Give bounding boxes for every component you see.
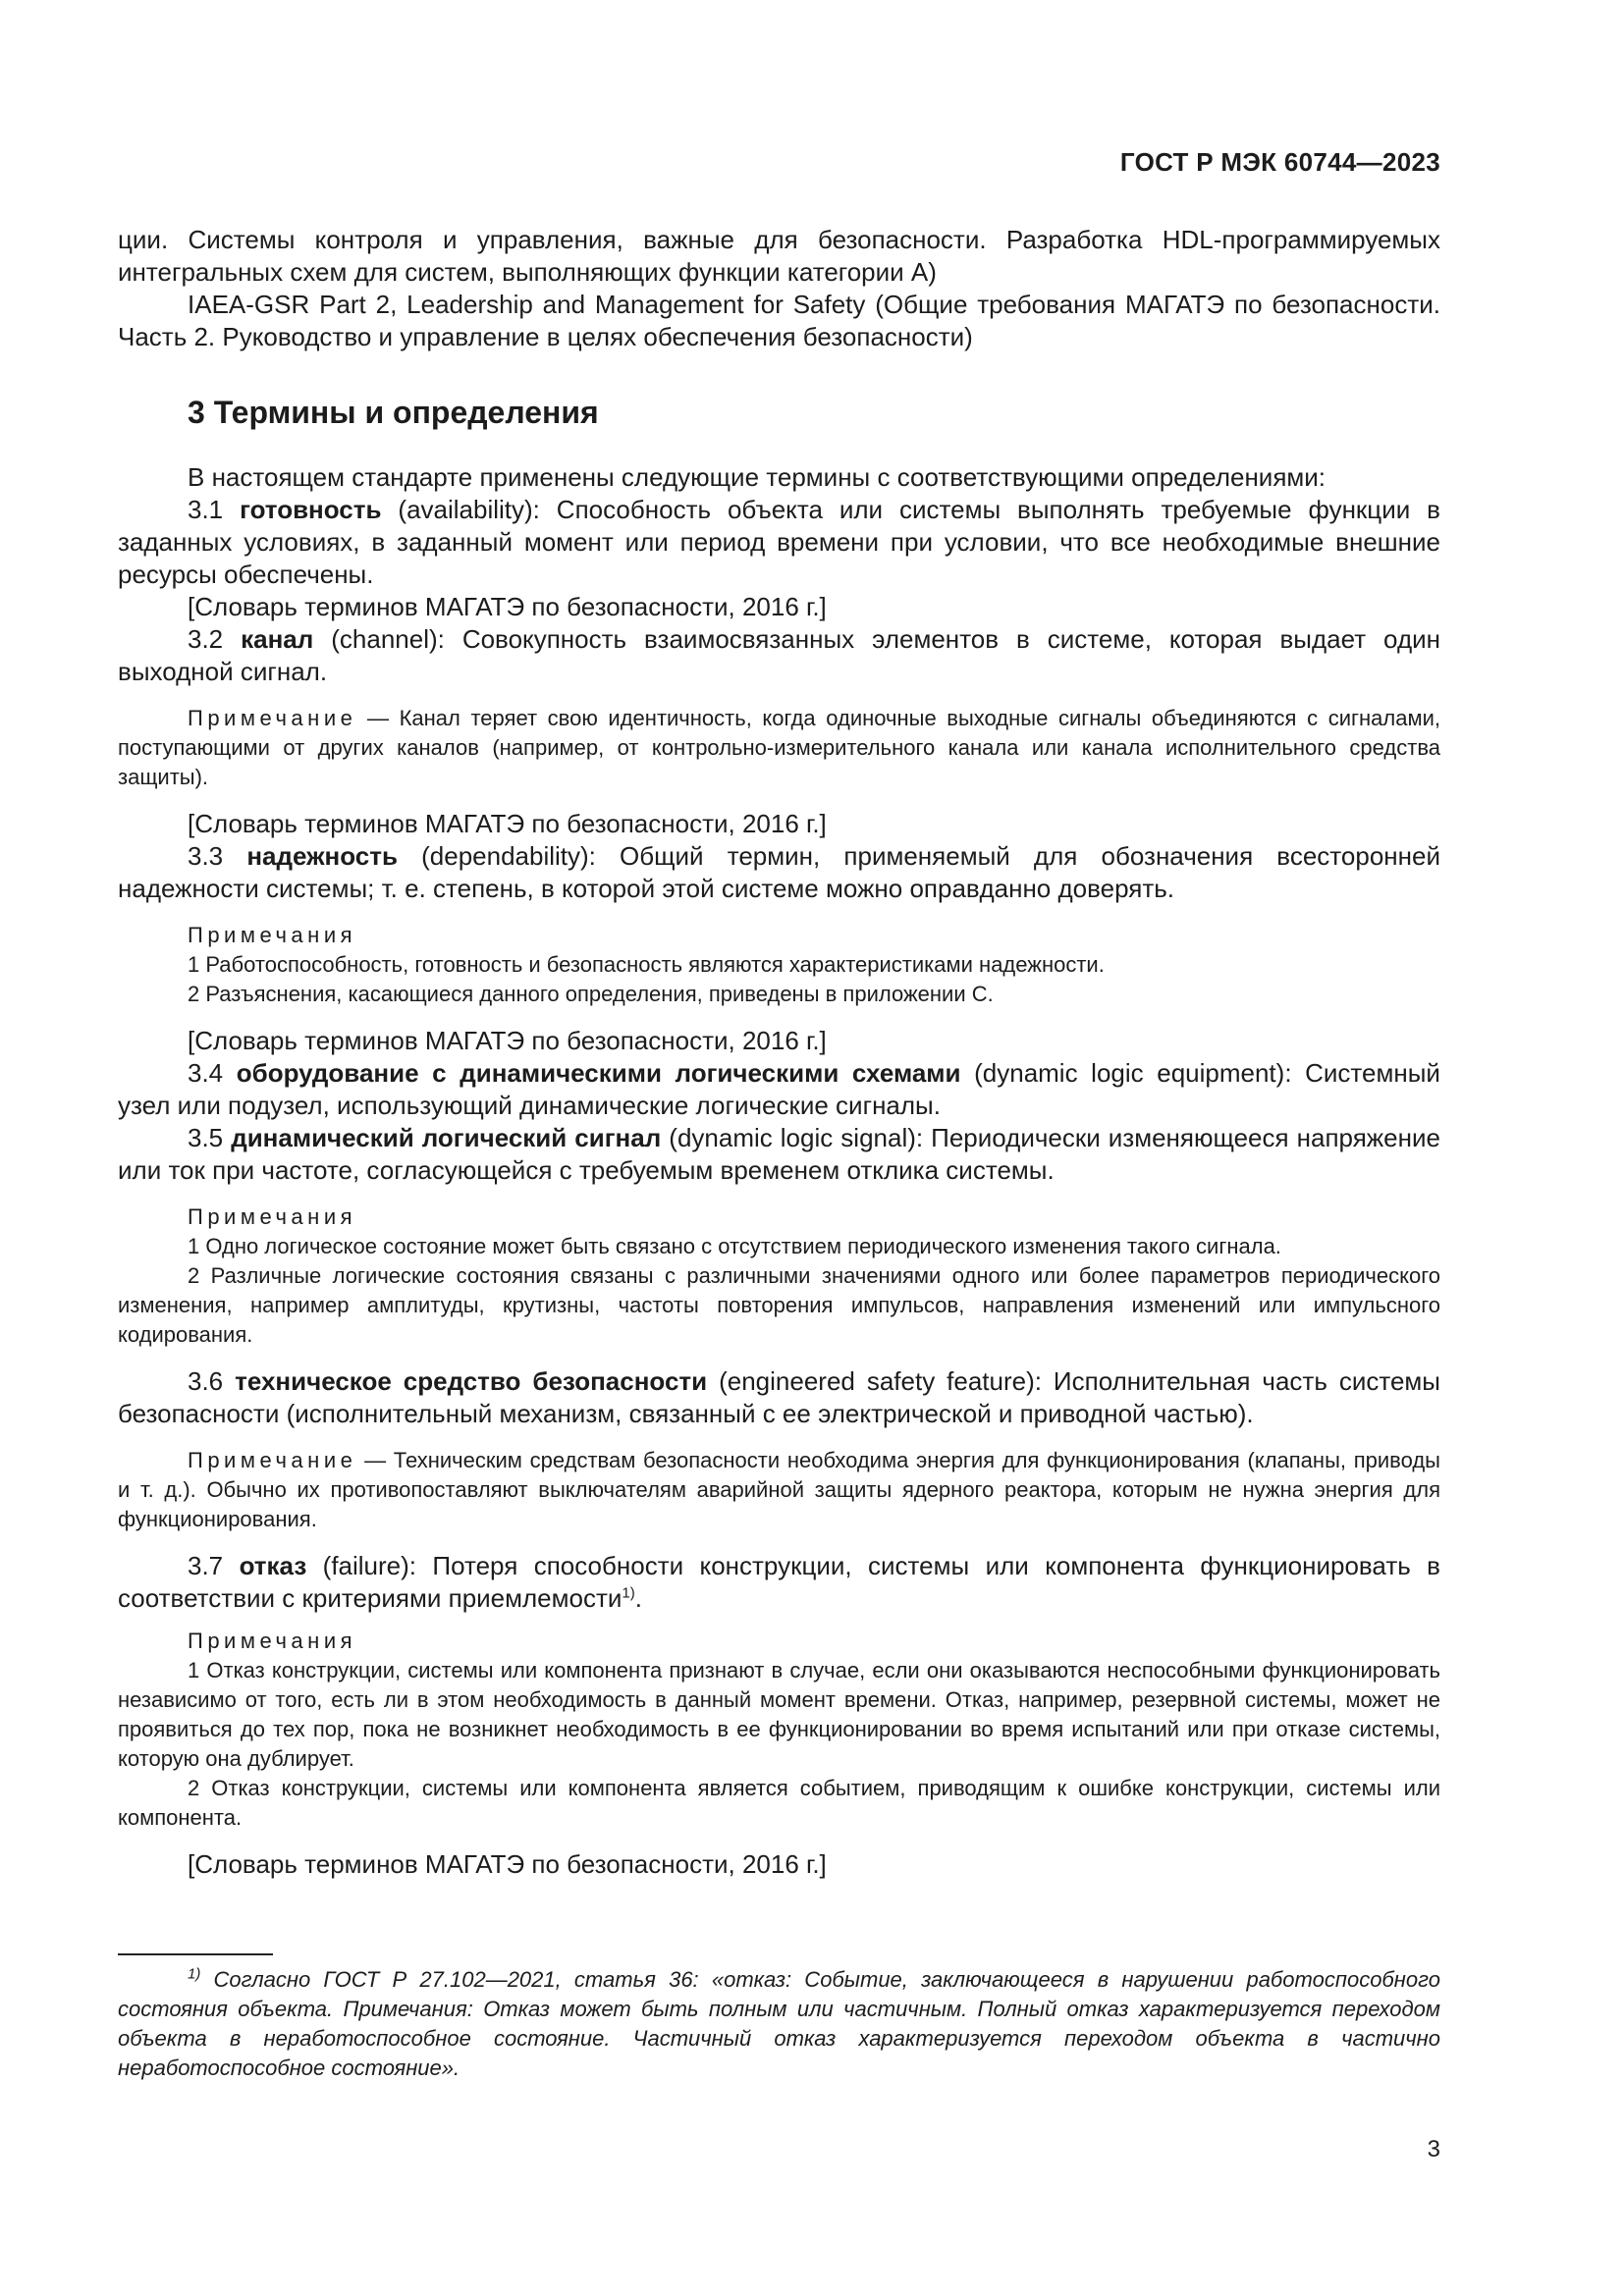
- term-3-6: 3.6 техническое средство безопасности (engineered safety feature): Исполнительная часть системы безопасности (исполнительный механизм, связанный с ее электрической и приводной частью).: [118, 1366, 1440, 1428]
- note-3-6: Примечание — Техническим средствам безопасности необходима энергия для функционирования (клапаны, приводы и т. д.). Обычно их противопоставляют выключателям аварийной защиты ядерного реактора, которым не нужна энергия для функционирования.: [118, 1448, 1440, 1531]
- source-ref: [Словарь терминов МАГАТЭ по безопасности, 2016 г.]: [188, 592, 827, 621]
- standard-code-header: ГОСТ Р МЭК 60744—2023: [1119, 147, 1440, 177]
- page-content: [118, 224, 1440, 1881]
- term-3-4: 3.4 оборудование с динамическими логическими схемами (dynamic logic equipment): Системный узел или подузел, использующий динамические логические сигналы.: [118, 1058, 1440, 1120]
- term-3-7: 3.7 отказ (failure): Потеря способности конструкции, системы или компонента функционировать в соответствии с критериями приемлемости$^{1)}$.: [118, 1551, 1440, 1613]
- footnote-mark: 1): [188, 1965, 201, 1983]
- footnote-ref: 1): [622, 1584, 635, 1602]
- notes-label: Примечания: [188, 1204, 357, 1229]
- notes-3-7: Примечания 1 Отказ конструкции, системы или компонента признают в случае, если они оказываются неспособными функционировать независимо от того, есть ли в этом необходимость в данный момент времени. Отказ, например, резервной системы, может не проявиться до тех пор, пока не возникнет необходимость в ее функционировании во время испытаний или при отказе системы, которую она дублирует. 2 Отказ конструкции, системы или компонента является событием, приводящим к ошибке конструкции, системы или компонента.: [118, 1629, 1440, 1830]
- source-ref: [Словарь терминов МАГАТЭ по безопасности, 2016 г.]: [188, 1026, 827, 1055]
- term-3-6-name: техническое средство безопасности: [235, 1366, 708, 1396]
- section-heading: 3 Термины и определения: [188, 395, 599, 430]
- notes-label: Примечания: [188, 1629, 357, 1653]
- term-3-2-name: канал: [241, 624, 314, 654]
- notes-3-3: Примечания 1 Работоспособность, готовность и безопасность являются характеристиками надежности. 2 Разъяснения, касающиеся данного определения, приведены в приложении С.: [188, 923, 1105, 1006]
- term-3-1: 3.1 готовность (availability): Способность объекта или системы выполнять требуемые функции в заданных условиях, в заданный момент или период времени при условии, что все необходимые внешние ресурсы обеспечены.: [118, 495, 1440, 589]
- source-ref: [Словарь терминов МАГАТЭ по безопасности, 2016 г.]: [188, 809, 827, 838]
- notes-label: Примечания: [188, 923, 357, 947]
- intro-paragraph-1: ции. Системы контроля и управления, важные для безопасности. Разработка HDL-программируемых интегральных схем для систем, выполняющих функции категории А): [118, 225, 1440, 287]
- notes-3-5: Примечания 1 Одно логическое состояние может быть связано с отсутствием периодического изменения такого сигнала. 2 Различные логические состояния связаны с различными значениями одного или более параметров периодического изменения, например амплитуды, крутизны, частоты повторения импульсов, направления изменений или импульсного кодирования.: [118, 1204, 1440, 1347]
- term-3-1-name: готовность: [240, 495, 382, 524]
- footnote-text: Согласно ГОСТ Р 27.102—2021, статья 36: «отказ: Событие, заключающееся в нарушении работоспособного состояния объекта. Примечания: Отказ может быть полным или частичным. Полный отказ характеризуется переходом объекта в неработоспособное состояние. Частичный отказ характеризуется переходом объекта в частично неработоспособное состояние».: [118, 1967, 1440, 2080]
- term-3-2: 3.2 канал (channel): Совокупность взаимосвязанных элементов в системе, которая выдает один выходной сигнал.: [118, 624, 1440, 686]
- term-3-7-name: отказ: [239, 1551, 307, 1580]
- term-3-3-name: надежность: [246, 841, 398, 871]
- note-label: Примечание: [188, 1448, 357, 1472]
- term-3-5-name: динамический логический сигнал: [231, 1123, 662, 1152]
- term-3-3: 3.3 надежность (dependability): Общий термин, применяемый для обозначения всесторонней надежности системы; т. е. степень, в которой этой системе можно оправданно доверять.: [118, 841, 1440, 903]
- term-3-5: 3.5 динамический логический сигнал (dynamic logic signal): Периодически изменяющееся напряжение или ток при частоте, согласующейся с требуемым временем отклика системы.: [118, 1123, 1440, 1185]
- note-label: Примечание: [188, 706, 357, 730]
- footnote: [118, 1965, 1440, 2083]
- source-ref: [Словарь терминов МАГАТЭ по безопасности, 2016 г.]: [188, 1849, 827, 1879]
- note-3-2: Примечание — Канал теряет свою идентичность, когда одиночные выходные сигналы объединяются с сигналами, поступающими от других каналов (например, от контрольно-измерительного канала или канала исполнительного средства защиты).: [118, 706, 1440, 789]
- term-3-4-name: оборудование с динамическими логическими схемами: [236, 1058, 961, 1088]
- page-number: 3: [1427, 2136, 1440, 2163]
- footnote-separator: [118, 1953, 273, 1955]
- section-lead: В настоящем стандарте применены следующие термины с соответствующими определениями:: [188, 462, 1326, 492]
- intro-paragraph-2: IAEA-GSR Part 2, Leadership and Management for Safety (Общие требования МАГАТЭ по безопасности. Часть 2. Руководство и управление в целях обеспечения безопасности): [118, 290, 1440, 351]
